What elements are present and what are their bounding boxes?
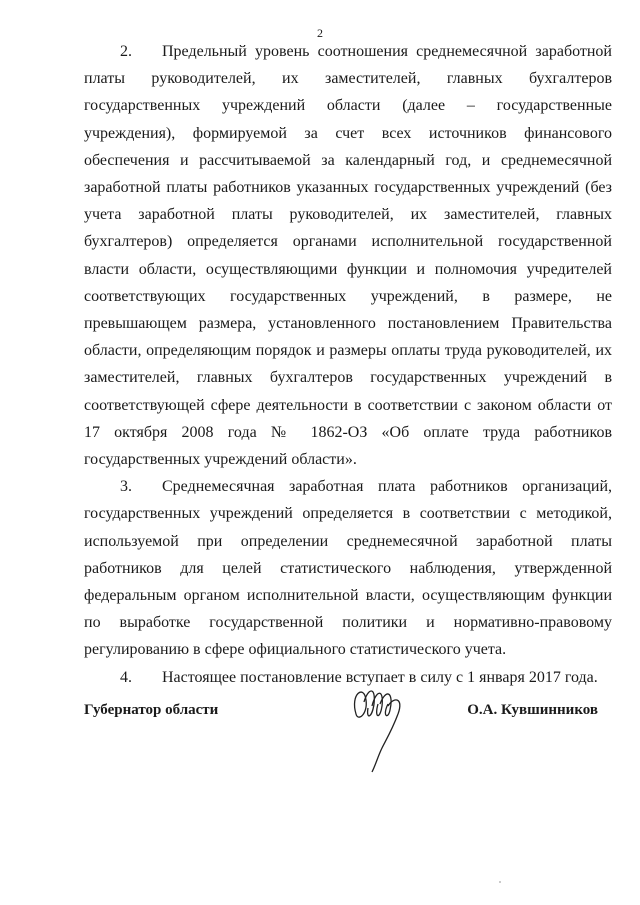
scan-speck [499,881,501,883]
handwritten-signature [342,674,422,778]
paragraph-text: Среднемесячная заработная плата работников организаций, государственных учреждений определяется в соответствии с методикой, используемой при определении среднемесячной заработной платы работников для целей статистического наблюдения, утвержденной федеральным органом исполнительной власти, осуществляющим функции по выработке государственной политики и нормативно-правовому регулированию в сфере официального статистического учета. [84,478,612,659]
governor-name: О.А. Кувшинников [467,702,598,718]
paragraph-text: Настоящее постановление вступает в силу с 1 января 2017 года. [162,668,598,686]
paragraph-number: 3. [120,478,132,496]
page-number: 2 [317,26,323,40]
paragraph-2 [84,38,612,473]
signature-block [84,668,612,778]
paragraph-number: 4. [120,668,132,686]
governor-title: Губернатор области [84,702,219,718]
document-body [84,38,612,691]
paragraph-text: Предельный уровень соотношения среднемесячной заработной платы руководителей, их заместителей, главных бухгалтеров государственных учреждений области (далее – государственные учреждения), формируемой за счет всех источников финансового обеспечения и рассчитываемой за календарный год, и среднемесячной заработной платы работников указанных государственных учреждений (без учета заработной платы руководителей, их заместителей, главных бухгалтеров) определяется органами исполнительной государственной власти области, осуществляющими функции и полномочия учредителей соответствующих государственных учреждений, в размере, не превышающем размера, установленного постановлением Правительства области, определяющим порядок и размеры оплаты труда руководителей, их заместителей, главных бухгалтеров государственных учреждений в соответствующей сфере деятельности в соответствии с законом области от 17 октября 2008 года № 1862-ОЗ «Об оплате труда работников государственных учреждений области». [84,43,612,469]
paragraph-number: 2. [120,43,132,60]
paragraph-3 [84,473,612,663]
